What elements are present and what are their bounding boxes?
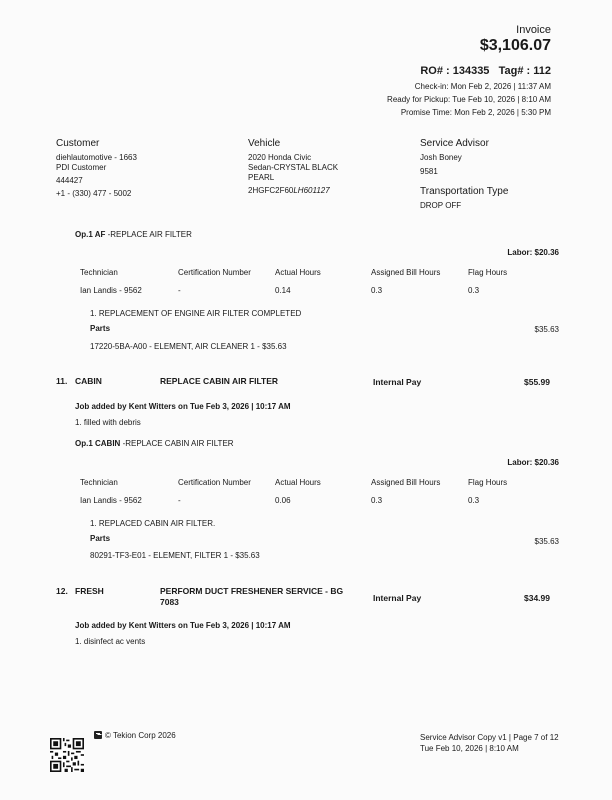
- op-cabin-parts-total: $35.63: [534, 537, 559, 546]
- job-12-desc-line2: 7083: [160, 597, 179, 607]
- job-12-amount: $34.99: [524, 593, 550, 603]
- ro-number: RO# : 134335: [420, 65, 490, 77]
- customer-type: PDI Customer: [56, 163, 107, 172]
- customer-number: 444427: [56, 176, 83, 185]
- vehicle-model: 2020 Honda Civic: [248, 153, 312, 162]
- vin-prefix: 2HGFC2F60: [248, 186, 294, 195]
- th-flag-hours: Flag Hours: [468, 268, 508, 277]
- copyright-text: © Tekion Corp 2026: [105, 731, 176, 740]
- vehicle-vin: [248, 186, 330, 195]
- customer-heading: Customer: [56, 138, 100, 149]
- op-af-part-line: 17220-5BA-A00 - ELEMENT, AIR CLEANER 1 - $35.63: [90, 342, 287, 351]
- td-flag-hours: 0.3: [468, 286, 480, 295]
- service-advisor-id: 9581: [420, 167, 438, 176]
- footer-copy-page: Service Advisor Copy v1 | Page 7 of 12: [420, 733, 559, 742]
- td-assigned-bill-hours: 0.3: [371, 496, 383, 505]
- job-11-number: 11.: [56, 376, 68, 386]
- transportation-heading: Transportation Type: [420, 186, 509, 197]
- footer-copyright: [94, 731, 176, 740]
- qr-code: [50, 738, 84, 772]
- vehicle-trim: Sedan-CRYSTAL BLACK: [248, 163, 339, 172]
- ready-for-pickup-time: Ready for Pickup: Tue Feb 10, 2026 | 8:10 AM: [387, 95, 551, 104]
- op-cabin-code: Op.1 CABIN: [75, 439, 121, 448]
- op-cabin-part-line: 80291-TF3-E01 - ELEMENT, FILTER 1 - $35.63: [90, 551, 260, 560]
- th-assigned-bill-hours: Assigned Bill Hours: [371, 268, 441, 277]
- tag-number: Tag# : 112: [498, 65, 551, 77]
- op-af-labor: Labor: $20.36: [507, 248, 559, 257]
- service-advisor-heading: Service Advisor: [420, 138, 489, 149]
- job-11-code: CABIN: [75, 376, 102, 386]
- op-cabin-title: [75, 439, 234, 448]
- vehicle-color: PEARL: [248, 173, 275, 182]
- td-technician: Ian Landis - 9562: [80, 496, 142, 505]
- th-certification: Certification Number: [178, 478, 251, 487]
- td-certification: -: [178, 496, 181, 505]
- service-advisor-name: Josh Boney: [420, 153, 462, 162]
- ro-tag-line: [420, 65, 551, 77]
- tekion-logo-icon: [94, 731, 102, 739]
- th-actual-hours: Actual Hours: [275, 478, 321, 487]
- invoice-label: Invoice: [516, 24, 551, 36]
- th-certification: Certification Number: [178, 268, 251, 277]
- job-11-pay-type: Internal Pay: [373, 377, 422, 387]
- job-12-number: 12.: [56, 586, 68, 596]
- th-technician: Technician: [80, 268, 118, 277]
- td-actual-hours: 0.06: [275, 496, 291, 505]
- job-11-added: Job added by Kent Witters on Tue Feb 3, 2026 | 10:17 AM: [75, 402, 291, 411]
- vehicle-heading: Vehicle: [248, 138, 281, 149]
- op-af-title: [75, 230, 192, 239]
- job-12-desc-line1: PERFORM DUCT FRESHENER SERVICE - BG: [160, 586, 344, 596]
- check-in-time: Check-in: Mon Feb 2, 2026 | 11:37 AM: [414, 82, 551, 91]
- job-12-pay-type: Internal Pay: [373, 593, 422, 603]
- op-cabin-labor: Labor: $20.36: [507, 458, 559, 467]
- vin-suffix: LH601127: [293, 186, 330, 195]
- td-assigned-bill-hours: 0.3: [371, 286, 383, 295]
- th-flag-hours: Flag Hours: [468, 478, 508, 487]
- th-technician: Technician: [80, 478, 118, 487]
- promise-time: Promise Time: Mon Feb 2, 2026 | 5:30 PM: [400, 108, 551, 117]
- op-cabin-desc: -REPLACE CABIN AIR FILTER: [120, 439, 234, 448]
- td-flag-hours: 0.3: [468, 496, 480, 505]
- transportation-type: DROP OFF: [420, 201, 462, 210]
- td-certification: -: [178, 286, 181, 295]
- job-12-added: Job added by Kent Witters on Tue Feb 3, 2026 | 10:17 AM: [75, 621, 291, 630]
- invoice-total: $3,106.07: [479, 37, 551, 54]
- job-12-concern: 1. disinfect ac vents: [75, 637, 146, 646]
- customer-name: diehlautomotive - 1663: [56, 153, 137, 162]
- footer-print-date: Tue Feb 10, 2026 | 8:10 AM: [420, 744, 519, 753]
- customer-phone: +1 - (330) 477 - 5002: [56, 189, 132, 198]
- op-cabin-parts-label: Parts: [90, 534, 111, 543]
- td-technician: Ian Landis - 9562: [80, 286, 142, 295]
- th-actual-hours: Actual Hours: [275, 268, 321, 277]
- job-12-code: FRESH: [75, 586, 104, 596]
- td-actual-hours: 0.14: [275, 286, 291, 295]
- op-cabin-note: 1. REPLACED CABIN AIR FILTER.: [90, 519, 216, 528]
- job-11-amount: $55.99: [524, 377, 550, 387]
- job-11-concern: 1. filled with debris: [75, 418, 141, 427]
- op-af-parts-label: Parts: [90, 324, 111, 333]
- op-af-note: 1. REPLACEMENT OF ENGINE AIR FILTER COMPLETED: [90, 309, 302, 318]
- op-af-code: Op.1 AF: [75, 230, 106, 239]
- op-af-parts-total: $35.63: [534, 325, 559, 334]
- op-af-desc: -REPLACE AIR FILTER: [105, 230, 192, 239]
- job-11-desc: REPLACE CABIN AIR FILTER: [160, 376, 279, 386]
- th-assigned-bill-hours: Assigned Bill Hours: [371, 478, 441, 487]
